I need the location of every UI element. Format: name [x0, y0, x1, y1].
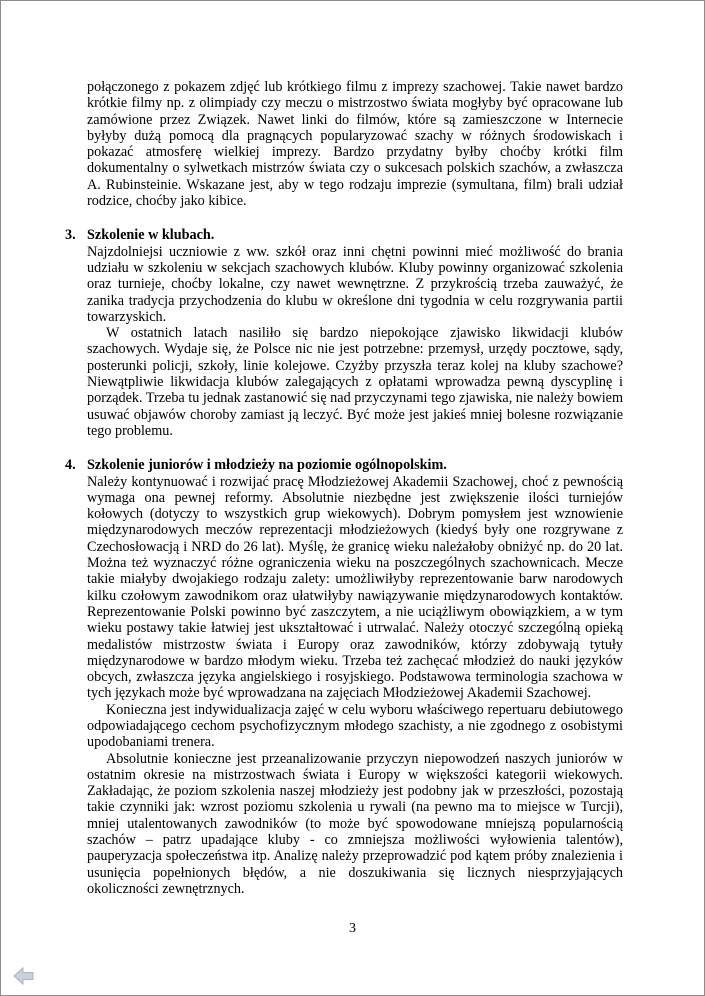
section-title: Szkolenie juniorów i młodzieży na poziomie ogólnopolskim. [87, 457, 447, 474]
paragraph: Należy kontynuować i rozwijać pracę Młodzieżowej Akademii Szachowej, choć z pewnością wymaga ona pewnej reformy. Absolutnie niezbędne jest zwiększenie ilości turniejów kołowych (dotyczy to wszystkich grup wiekowych). Dobrym pomysłem jest wznowienie międzynarodowych meczów reprezentacji młodzieżowych (kiedyś były one rozgrywane z Czechosłowacją i NRD do 26 lat). Myślę, że granicę wieku należałoby obniżyć np. do 20 lat. Można też wyznaczyć różne ograniczenia wieku na poszczególnych szachownicach. Mecze takie miałyby dwojakiego rodzaju zalety: umożliwiłyby reprezentowanie barw narodowych kilku czołowym zawodnikom oraz ułatwiłyby nawiązywanie międzynarodowych kontaktów. Reprezentowanie Polski powinno być zaszczytem, a nie uciążliwym obowiązkiem, a w tym wieku postawy takie łatwiej jest ukształtować i utrwalać. Należy otoczyć szczególną opieką medalistów mistrzostw świata i Europy oraz zawodników, którzy zdobywają tytuły międzynarodowe w bardzo młodym wieku. Trzeba też zachęcać młodzież do nauki języków obcych, zwłaszcza języka angielskiego i rosyjskiego. Podstawowa terminologia szachowa w tych językach może być wprowadzana na zajęciach Młodzieżowej Akademii Szachowej. [87, 473, 623, 702]
arrow-left-icon [13, 967, 35, 985]
section-heading [65, 457, 623, 474]
page-content [65, 79, 623, 897]
previous-page-button[interactable] [13, 967, 35, 985]
paragraph: Konieczna jest indywidualizacja zajęć w celu wyboru właściwego repertuaru debiutowego odpowiadającego cechom psychofizycznym młodego szachisty, a nie zgodnego z osobistymi upodobaniami trenera. [87, 701, 623, 751]
section-title: Szkolenie w klubach. [87, 227, 215, 244]
section-junior-training [65, 457, 623, 897]
section-club-training [65, 227, 623, 439]
page-number: 3 [349, 921, 356, 936]
section-number: 3. [65, 227, 76, 244]
section-number: 4. [65, 457, 76, 474]
paragraph: Absolutnie konieczne jest przeanalizowanie przyczyn niepowodzeń naszych juniorów w ostatnim okresie na mistrzostwach świata i Europy w większości kategorii wiekowych. Zakładając, że poziom szkolenia naszej młodzieży jest podobny jak w przeszłości, pozostają takie czynniki jak: wzrost poziomu szkolenia u rywali (na pewno ma to miejsce w Turcji), mniej utalentowanych zawodników (to może być spowodowane mniejszą popularnością szachów – patrz upadające kluby - co zmniejsza możliwości wyłowienia talentów), pauperyzacja społeczeństwa itp. Analizę należy przeprowadzić pod kątem próby znalezienia i usunięcia popełnionych błędów, a nie doszukiwania się licznych niesprzyjających okoliczności zewnętrznych. [87, 750, 623, 897]
paragraph: W ostatnich latach nasiliło się bardzo niepokojące zjawisko likwidacji klubów szachowych. Wydaje się, że Polsce nic nie jest potrzebne: przemysł, urzędy pocztowe, sądy, posterunki policji, szkoły, linie kolejowe. Czyżby przyszła teraz kolej na kluby szachowe? Niewątpliwie likwidacja klubów zalegających z opłatami wprowadza pewną dyscyplinę i porządek. Trzeba tu jednak zastanowić się nad przyczynami tego zjawiska, nie należy bowiem usuwać objawów choroby zamiast ją leczyć. Być może jest jakieś mniej bolesne rozwiązanie tego problemu. [87, 325, 623, 439]
section-heading [65, 227, 623, 244]
intro-paragraph: połączonego z pokazem zdjęć lub krótkiego filmu z imprezy szachowej. Takie nawet bardzo krótkie filmy np. z olimpiady czy meczu o mistrzostwo świata mogłyby być opracowane lub zamówione przez Związek. Nawet linki do filmów, które są zamieszczone w Internecie byłyby dużą pomocą dla pragnących popularyzować szachy w różnych środowiskach i pokazać atmosferę wielkiej imprezy. Bardzo przydatny byłby choćby krótki film dokumentalny o sylwetkach mistrzów świata czy o sukcesach polskich szachów, a zwłaszcza A. Rubinsteinie. Wskazane jest, aby w tego rodzaju imprezie (symultana, film) brali udział rodzice, choćby jako kibice. [87, 79, 623, 210]
paragraph: Najzdolniejsi uczniowie z ww. szkół oraz inni chętni powinni mieć możliwość do brania udziału w szkoleniu w sekcjach szachowych klubów. Kluby powinny organizować szkolenia oraz turnieje, choćby lokalne, czy nawet wewnętrzne. Z przykrością trzeba zauważyć, że zanika tradycja przychodzenia do klubu w określone dni tygodnia w celu rozgrywania partii towarzyskich. [87, 243, 623, 325]
